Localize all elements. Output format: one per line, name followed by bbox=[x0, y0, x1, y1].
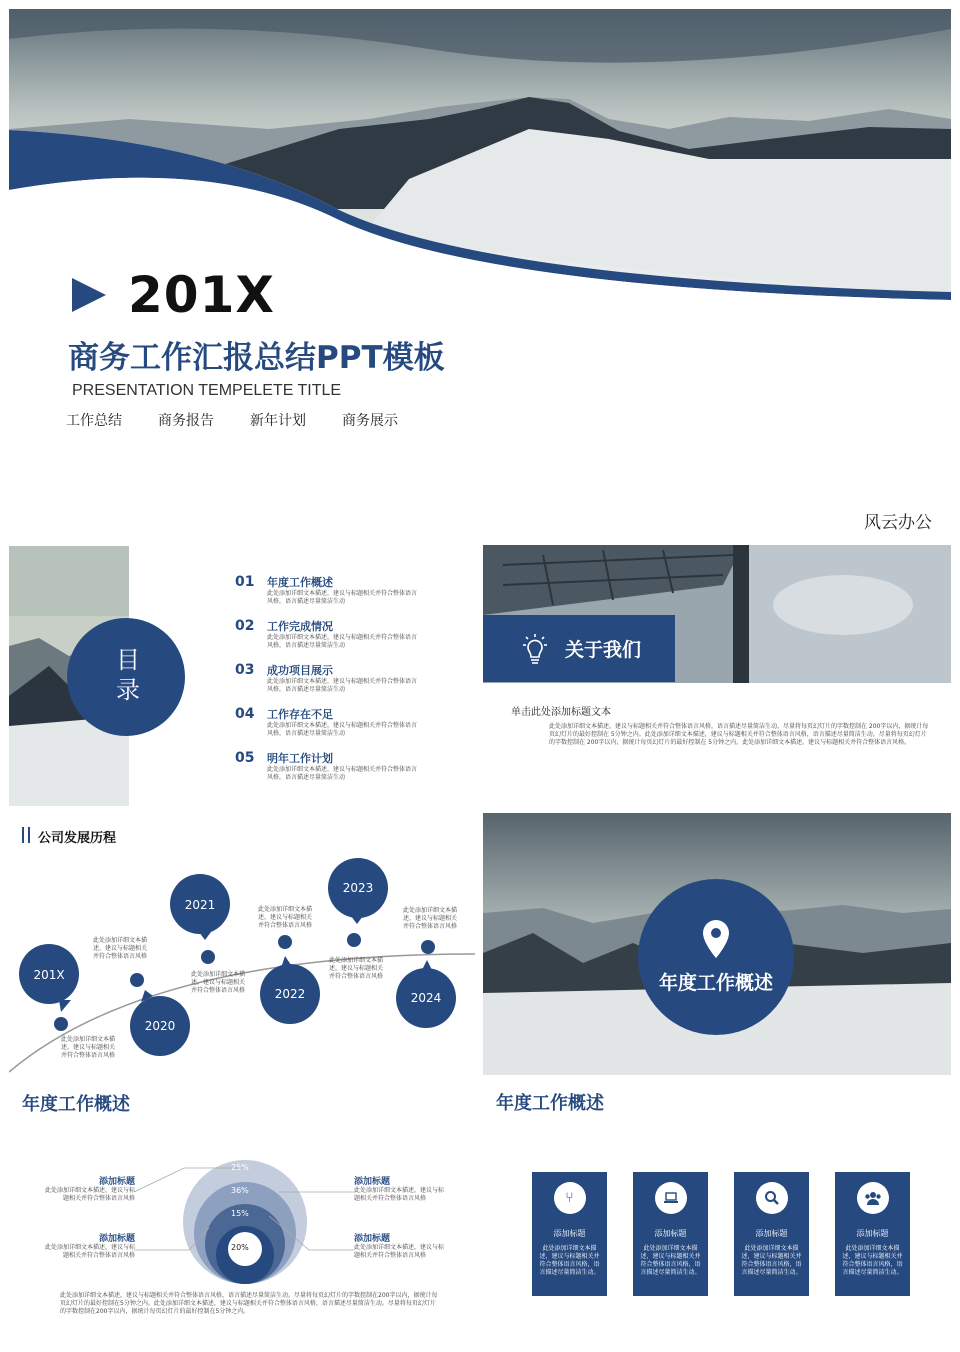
about-title-band bbox=[483, 615, 675, 682]
laptop-icon bbox=[655, 1182, 687, 1214]
toc-item[interactable] bbox=[235, 750, 425, 794]
toc-circle bbox=[67, 618, 185, 736]
rings-body: 此处添加详细文本描述，建议与标题相关并符合整体语言风格，语言描述尽量简洁生动。尽量将每页幻灯片的字数控制在200字以内，据统计每页幻灯片的最好控制在5分钟之内。此处添加详细文本描述，建议与标题相关并符合整体语言风格，语言描述尽量简洁生动。尽量将每页幻灯片的字数控制在200字以内，据统计每页幻灯片的最好控制在5分钟之内。 bbox=[60, 1292, 438, 1315]
history-slide bbox=[9, 814, 475, 1124]
about-slide bbox=[483, 545, 951, 807]
ring-callout bbox=[354, 1231, 444, 1260]
ring-percent: 20% bbox=[231, 1243, 249, 1252]
toc-num: 01 bbox=[235, 574, 255, 590]
toc-desc: 此处添加详细文本描述，建议与标题相关并符合整体语言风格，语言描述尽量简洁生动 bbox=[267, 634, 418, 649]
milestone-label: 2024 bbox=[410, 991, 442, 1005]
milestone-desc: 此处添加详细文本描述，建议与标题相关并符合整体语言风格 bbox=[93, 937, 148, 960]
toc-desc: 此处添加详细文本描述，建议与标题相关并符合整体语言风格，语言描述尽量简洁生动 bbox=[267, 722, 418, 737]
feature-card[interactable] bbox=[633, 1172, 708, 1296]
cover-subtitle: PRESENTATION TEMPELETE TITLE bbox=[72, 382, 342, 399]
section-footer-title: 年度工作概述 bbox=[496, 1093, 604, 1114]
milestone-label: 201X bbox=[33, 968, 65, 982]
about-heading: 单击此处添加标题文本 bbox=[511, 707, 611, 718]
rings-slide bbox=[9, 1140, 475, 1340]
ring-callout-desc: 此处添加详细文本描述，建议与标题相关并符合整体语言风格 bbox=[45, 1187, 136, 1202]
ring-callout-label: 添加标题 bbox=[98, 1234, 135, 1244]
ring-callout-desc: 此处添加详细文本描述，建议与标题相关并符合整体语言风格 bbox=[45, 1244, 136, 1259]
toc-item[interactable] bbox=[235, 574, 425, 618]
toc-desc: 此处添加详细文本描述，建议与标题相关并符合整体语言风格，语言描述尽量简洁生动 bbox=[267, 766, 418, 781]
toc-slide bbox=[9, 546, 475, 806]
feature-card-title: 添加标题 bbox=[856, 1229, 889, 1238]
ring-callout bbox=[45, 1231, 135, 1260]
ring-percent: 25% bbox=[231, 1163, 249, 1172]
toc-label: 工作存在不足 bbox=[267, 708, 333, 721]
toc-num: 04 bbox=[235, 706, 255, 722]
feature-card-title: 添加标题 bbox=[553, 1229, 586, 1238]
feature-card-title: 添加标题 bbox=[755, 1229, 788, 1238]
section-slide bbox=[483, 813, 951, 1123]
toc-label: 年度工作概述 bbox=[267, 576, 333, 589]
milestone-label: 2022 bbox=[274, 987, 306, 1001]
feature-card-desc: 此处添加详细文本描述，建议与标题相关并符合整体语言风格，语言描述尽量简洁生动。 bbox=[640, 1245, 701, 1276]
toc-item[interactable] bbox=[235, 706, 425, 750]
milestone-label: 2023 bbox=[342, 881, 374, 895]
cover-tag: 商务展示 bbox=[342, 413, 398, 429]
cover-tag: 商务报告 bbox=[158, 413, 214, 429]
toc-num: 03 bbox=[235, 662, 255, 678]
ring-callout-label: 添加标题 bbox=[354, 1234, 391, 1244]
feature-card[interactable] bbox=[734, 1172, 809, 1296]
milestone-desc: 此处添加详细文本描述，建议与标题相关并符合整体语言风格 bbox=[61, 1036, 116, 1059]
ring-callout-label: 添加标题 bbox=[354, 1177, 391, 1187]
ring-percent: 36% bbox=[231, 1186, 249, 1195]
about-body: 此处添加详细文本描述，建议与标题相关并符合整体语言风格，语言描述尽量简洁生动。尽量将每页幻灯片的字数控制在 200字以内，据统计每页幻灯片的最好控制在 5分钟之内。此处添加详细文本描述，建议与标题相关并符合整体语言风格，语言描述尽量简洁生动。尽量将每页幻灯片的字数控制在 200字以内，据统计每页幻灯片的最好控制在 5分钟之内，此处添加详细文本描述，建议与标题相关并符合整体语言风格。 bbox=[549, 723, 929, 746]
toc-desc: 此处添加详细文本描述，建议与标题相关并符合整体语言风格，语言描述尽量简洁生动 bbox=[267, 590, 418, 605]
ring-percent: 15% bbox=[231, 1209, 249, 1218]
toc-list bbox=[235, 574, 425, 794]
milestone-label: 2021 bbox=[184, 898, 216, 912]
about-title: 关于我们 bbox=[565, 639, 642, 661]
toc-num: 05 bbox=[235, 750, 255, 766]
toc-label: 工作完成情况 bbox=[267, 620, 333, 633]
ring-callout bbox=[354, 1174, 444, 1203]
search-icon bbox=[756, 1182, 788, 1214]
ring-callout-label: 添加标题 bbox=[98, 1177, 135, 1187]
cover-tag: 工作总结 bbox=[66, 413, 122, 429]
feature-card[interactable] bbox=[835, 1172, 910, 1296]
feature-card-title: 添加标题 bbox=[654, 1229, 687, 1238]
history-title: 公司发展历程 bbox=[38, 831, 117, 846]
cover-slide bbox=[0, 0, 960, 533]
milestone-desc: 此处添加详细文本描述，建议与标题相关并符合整体语言风格 bbox=[329, 957, 384, 980]
toc-item[interactable] bbox=[235, 662, 425, 706]
feature-card-desc: 此处添加详细文本描述，建议与标题相关并符合整体语言风格，语言描述尽量简洁生动。 bbox=[539, 1245, 600, 1276]
toc-item[interactable] bbox=[235, 618, 425, 662]
cards-slide bbox=[483, 1140, 951, 1340]
milestone-desc: 此处添加详细文本描述，建议与标题相关并符合整体语言风格 bbox=[258, 906, 313, 929]
toc-title: 目录 bbox=[111, 647, 140, 707]
section-title: 年度工作概述 bbox=[658, 971, 773, 994]
brand-label: 风云办公 bbox=[864, 513, 932, 533]
users-icon bbox=[857, 1182, 889, 1214]
cover-title: 商务工作汇报总结PPT模板 bbox=[68, 340, 445, 376]
section-circle bbox=[638, 879, 794, 1035]
milestone-desc: 此处添加详细文本描述，建议与标题相关并符合整体语言风格 bbox=[403, 907, 458, 930]
play-triangle-icon bbox=[72, 278, 106, 312]
cover-tags bbox=[66, 410, 398, 430]
toc-desc: 此处添加详细文本描述，建议与标题相关并符合整体语言风格，语言描述尽量简洁生动 bbox=[267, 678, 418, 693]
history-footer-title: 年度工作概述 bbox=[22, 1094, 130, 1115]
ring-callout bbox=[45, 1174, 135, 1203]
location-pin-icon bbox=[703, 920, 729, 958]
milestone-label: 2020 bbox=[144, 1019, 176, 1033]
cover-tag: 新年计划 bbox=[250, 413, 306, 429]
ring-callout-desc: 此处添加详细文本描述，建议与标题相关并符合整体语言风格 bbox=[354, 1244, 445, 1259]
toc-label: 成功项目展示 bbox=[267, 664, 333, 677]
lightbulb-icon bbox=[517, 631, 553, 667]
milestone-desc: 此处添加详细文本描述，建议与标题相关并符合整体语言风格 bbox=[191, 971, 246, 994]
share-icon: ⑂ bbox=[554, 1182, 586, 1214]
feature-card-desc: 此处添加详细文本描述，建议与标题相关并符合整体语言风格，语言描述尽量简洁生动。 bbox=[741, 1245, 802, 1276]
feature-card-desc: 此处添加详细文本描述，建议与标题相关并符合整体语言风格，语言描述尽量简洁生动。 bbox=[842, 1245, 903, 1276]
toc-label: 明年工作计划 bbox=[267, 752, 333, 765]
cover-year: 201X bbox=[128, 266, 275, 324]
toc-num: 02 bbox=[235, 618, 255, 634]
ring-callout-desc: 此处添加详细文本描述，建议与标题相关并符合整体语言风格 bbox=[354, 1187, 445, 1202]
feature-card[interactable] bbox=[532, 1172, 607, 1296]
